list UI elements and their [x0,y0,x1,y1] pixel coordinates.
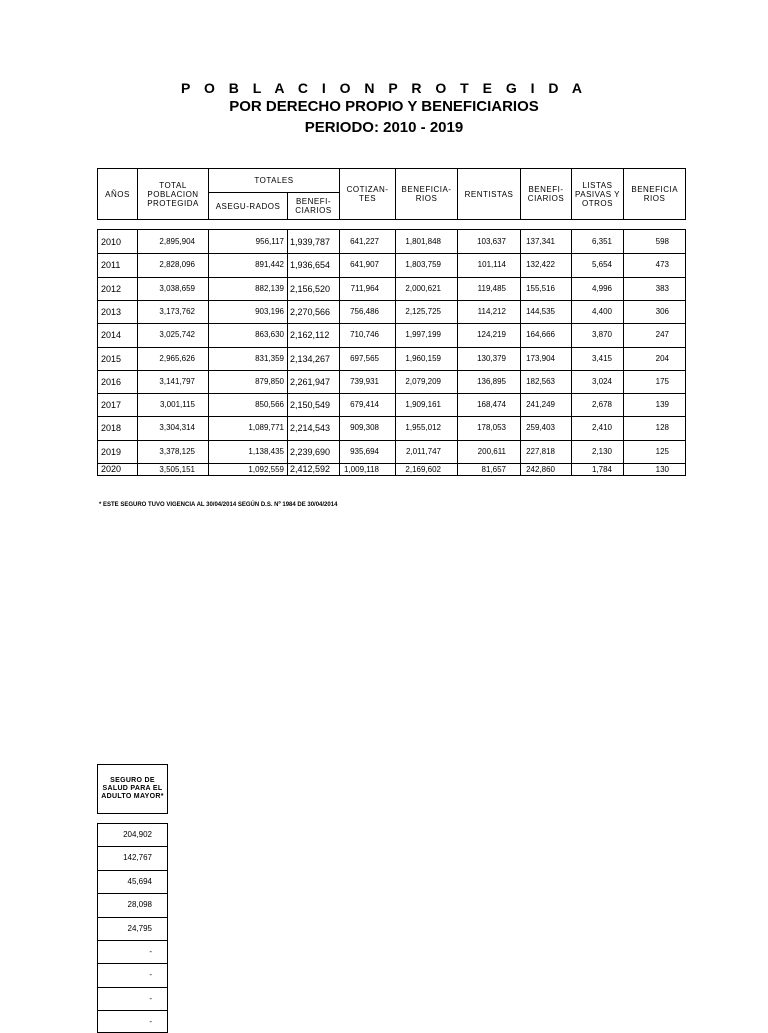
cell-aseg: 831,359 [255,354,284,363]
cell-benef3: 259,403 [526,423,555,432]
adulto-mayor-value: - [149,994,152,1003]
cell-benef2: 2,169,602 [405,464,441,474]
cell-year: 2010 [101,236,122,247]
header-listas-pasivas: LISTAS PASIVAS Y OTROS [575,180,620,208]
cell-total: 2,965,626 [159,354,195,363]
cell-listas: 2,130 [591,447,612,456]
cell-year: 2018 [101,422,122,433]
cell-benef3: 242,860 [526,464,555,474]
cell-benef2: 1,801,848 [405,237,441,246]
header-asegurados: ASEGU-RADOS [215,201,281,211]
cell-aseg: 903,196 [255,307,284,316]
cell-benef4: 128 [655,423,669,432]
cell-listas: 3,024 [591,377,612,386]
cell-listas: 3,415 [591,354,612,363]
cell-aseg: 1,138,435 [248,447,284,456]
header-beneficiarios-4: BENEFICIA RIOS [631,185,679,203]
cell-total: 2,895,904 [159,237,195,246]
cell-year: 2020 [101,464,122,474]
cell-aseg: 1,092,559 [248,464,284,474]
cell-year: 2013 [101,306,122,317]
page-subtitle: POR DERECHO PROPIO Y BENEFICIARIOS [229,98,539,115]
cell-benef3: 155,516 [526,284,555,293]
cell-total: 2,828,096 [159,260,195,269]
cell-benef: 2,162,112 [290,329,330,340]
cell-year: 2011 [101,259,121,270]
cell-benef2: 2,011,747 [406,447,441,456]
cell-benef: 1,939,787 [290,236,331,247]
cell-benef3: 182,563 [526,377,555,386]
cell-listas: 4,400 [591,307,612,316]
cell-benef: 2,134,267 [290,353,331,364]
cell-cotiz: 711,964 [350,284,379,293]
cell-benef: 2,270,566 [290,306,331,317]
cell-year: 2014 [101,329,122,340]
cell-rent: 200,611 [477,447,506,456]
cell-benef: 1,936,654 [290,259,331,270]
cell-rent: 114,212 [477,307,506,316]
cell-cotiz: 697,565 [350,354,379,363]
cell-rent: 103,637 [477,237,506,246]
cell-benef2: 1,960,159 [405,354,441,363]
cell-aseg: 850,566 [255,400,284,409]
cell-benef4: 204 [655,354,669,363]
adulto-mayor-value: - [149,970,152,979]
adulto-mayor-header: SEGURO DE SALUD PARA EL ADULTO MAYOR* [97,764,168,814]
cell-cotiz: 909,308 [350,423,379,432]
cell-benef: 2,214,543 [290,422,331,433]
header-rentistas: RENTISTAS [464,189,514,199]
cell-rent: 130,379 [477,354,506,363]
cell-benef: 2,239,690 [290,446,331,457]
cell-year: 2012 [101,283,122,294]
cell-aseg: 891,442 [255,260,284,269]
cell-benef3: 227,818 [526,447,555,456]
header-totales: TOTALES [254,175,294,185]
cell-cotiz: 756,486 [350,307,379,316]
cell-benef4: 130 [655,464,669,474]
cell-benef4: 139 [655,400,669,409]
footnote: * ESTE SEGURO TUVO VIGENCIA AL 30/04/2014 SEGÚN D.S. Nº 1984 DE 30/04/2014 [99,502,338,508]
cell-cotiz: 679,414 [350,400,379,409]
adulto-mayor-value: - [149,947,152,956]
header-cotizantes: COTIZAN-TES [346,185,389,203]
cell-rent: 119,485 [477,284,506,293]
cell-aseg: 863,630 [255,330,284,339]
cell-year: 2017 [101,399,122,410]
cell-benef2: 1,803,759 [405,260,441,269]
cell-listas: 4,996 [591,284,612,293]
cell-benef2: 1,909,161 [405,400,441,409]
header-beneficiarios-2: BENEFICIA-RIOS [401,185,452,203]
adulto-mayor-value: 204,902 [123,830,152,839]
cell-benef2: 1,955,012 [405,423,441,432]
cell-listas: 5,654 [591,260,612,269]
adulto-mayor-value: 142,767 [123,853,152,862]
cell-listas: 3,870 [591,330,612,339]
cell-benef4: 383 [655,284,669,293]
cell-benef3: 164,666 [526,330,555,339]
cell-cotiz: 1,009,118 [344,464,379,474]
cell-cotiz: 641,907 [350,260,379,269]
cell-benef3: 137,341 [526,237,555,246]
header-beneficiarios-3: BENEFI-CIARIOS [527,185,565,203]
cell-total: 3,378,125 [159,447,195,456]
cell-benef2: 2,000,621 [405,284,441,293]
cell-cotiz: 935,694 [350,447,379,456]
period-title: PERIODO: 2010 - 2019 [304,119,464,136]
cell-total: 3,173,762 [159,307,195,316]
cell-rent: 178,053 [477,423,506,432]
cell-benef4: 247 [655,330,669,339]
cell-year: 2016 [101,376,122,387]
cell-listas: 2,678 [591,400,612,409]
cell-rent: 81,657 [481,464,506,474]
cell-benef: 2,412,592 [290,464,331,474]
cell-aseg: 879,850 [255,377,284,386]
header-beneficiarios: BENEFI-CIARIOS [295,197,332,215]
cell-rent: 101,114 [477,260,506,269]
cell-cotiz: 641,227 [350,237,379,246]
adulto-mayor-value: - [149,1017,152,1026]
header-total-poblacion: TOTAL POBLACION PROTEGIDA [147,180,199,208]
adulto-mayor-value: 24,795 [127,924,152,933]
cell-listas: 6,351 [591,237,612,246]
cell-benef3: 144,535 [526,307,555,316]
cell-benef: 2,156,520 [290,283,331,294]
cell-cotiz: 710,746 [350,330,379,339]
cell-listas: 1,784 [591,464,612,474]
cell-benef2: 2,079,209 [405,377,441,386]
cell-rent: 136,895 [477,377,506,386]
cell-total: 3,038,659 [159,284,195,293]
cell-benef4: 473 [655,260,669,269]
cell-benef4: 306 [655,307,669,316]
cell-benef4: 175 [655,377,669,386]
cell-listas: 2,410 [591,423,612,432]
cell-total: 3,304,314 [159,423,195,432]
cell-rent: 124,219 [477,330,506,339]
adulto-mayor-value: 28,098 [127,900,152,909]
cell-total: 3,141,797 [159,377,195,386]
cell-year: 2015 [101,353,122,364]
cell-year: 2019 [101,446,122,457]
cell-total: 3,505,151 [159,464,195,474]
adulto-mayor-value: 45,694 [127,877,152,886]
cell-rent: 168,474 [477,400,506,409]
cell-benef: 2,261,947 [290,376,331,387]
cell-benef4: 598 [655,237,669,246]
cell-benef3: 173,904 [526,354,555,363]
cell-aseg: 1,089,771 [248,423,284,432]
cell-aseg: 956,117 [255,237,284,246]
cell-benef4: 125 [655,447,669,456]
cell-benef: 2,150,549 [290,399,331,410]
cell-benef3: 132,422 [526,260,555,269]
cell-cotiz: 739,931 [350,377,379,386]
cell-benef2: 2,125,725 [405,307,441,316]
cell-benef3: 241,249 [526,400,555,409]
cell-total: 3,001,115 [160,400,195,409]
header-anos: AÑOS [105,189,130,199]
cell-benef2: 1,997,199 [405,330,441,339]
page-title: P O B L A C I O N P R O T E G I D A [180,80,588,96]
cell-total: 3,025,742 [159,330,195,339]
cell-aseg: 882,139 [255,284,284,293]
